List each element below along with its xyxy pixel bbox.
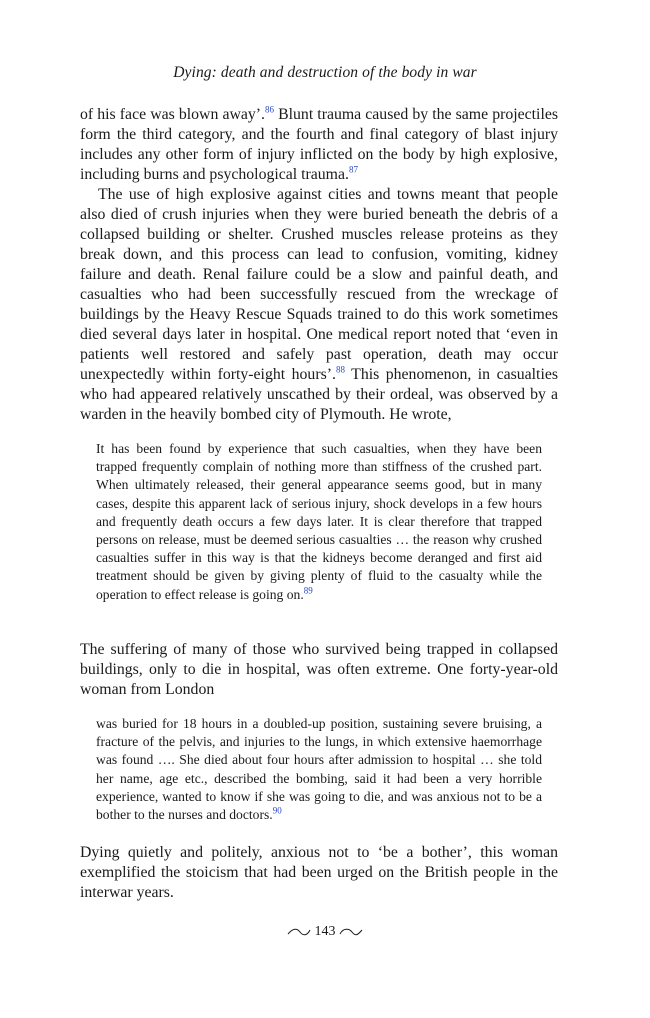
block-quote-1 bbox=[96, 440, 542, 604]
body-paragraph-2 bbox=[80, 185, 558, 425]
page-number-text: 143 bbox=[314, 924, 336, 939]
quote-text: was buried for 18 hours in a doubled-up position, sustaining severe bruising, a fracture of the pelvis, and injuries to the lungs, in which extensive haemorrhage was found …. She died about four hours after admission to hospital … she told her name, age etc., described the bombing, said it had been a very horrible experience, wanted to know if she was going to die, and was anxious not to be a bother to the nurses and doctors. bbox=[96, 716, 542, 823]
footnote-link-88[interactable]: 88 bbox=[335, 364, 345, 375]
paragraph-text: Blunt trauma caused by the same projectiles form the third category, and the fourth and final category of blast injury includes any other form of injury inflicted on the body by high explosive, including burns and psychological trauma. bbox=[80, 106, 558, 183]
footnote-link-86[interactable]: 86 bbox=[265, 104, 274, 115]
quote-text: It has been found by experience that such casualties, when they have been trapped frequently complain of nothing more than stiffness of the crushed part. When ultimately released, their general appearance seems good, but in many cases, despite this apparent lack of serious injury, shock develops in a few hours and frequently death occurs a few days later. It is clear therefore that trapped persons on release, must be deemed serious casualties … the reason why crushed casualties suffer in this way is that the kidneys become deranged and first aid treatment should be given by giving plenty of fluid to the casualty while the operation to effect release is going on. bbox=[96, 441, 542, 602]
paragraph-text: of his face was blown away’. bbox=[80, 106, 265, 123]
block-quote-2 bbox=[96, 715, 542, 824]
paragraph-text: Dying quietly and politely, anxious not to ‘be a bother’, this woman exemplified the stoicism that had been urged on the British people in the interwar years. bbox=[80, 844, 558, 901]
footnote-link-90[interactable]: 90 bbox=[272, 805, 282, 816]
page-number bbox=[0, 924, 650, 940]
footnote-link-87[interactable]: 87 bbox=[348, 164, 358, 175]
paragraph-text: This phenomenon, in casualties who had appeared relatively unscathed by their ordeal, was observed by a warden in the heavily bombed city of Plymouth. He wrote, bbox=[80, 366, 558, 423]
running-head: Dying: death and destruction of the body in war bbox=[173, 64, 477, 81]
paragraph-text: The suffering of many of those who survived being trapped in collapsed buildings, only to die in hospital, was often extreme. One forty-year-old woman from London bbox=[80, 641, 558, 698]
body-paragraph-1 bbox=[80, 105, 558, 185]
footnote-link-89[interactable]: 89 bbox=[303, 585, 313, 596]
swash-left-ornament bbox=[287, 927, 311, 937]
swash-right-ornament bbox=[339, 927, 363, 937]
body-paragraph-4 bbox=[80, 843, 558, 903]
paragraph-text: The use of high explosive against cities and towns meant that people also died of crush injuries when they were buried beneath the debris of a collapsed building or shelter. Crushed muscles release proteins as they break down, and this process can lead to confusion, vomiting, kidney failure and death. Renal failure could be a slow and painful death, and casualties who had been successfully rescued from the wreckage of buildings by the Heavy Rescue Squads trained to do this work sometimes died several days later in hospital. One medical report noted that ‘even in patients well restored and safely past operation, death may occur unexpectedly within forty-eight hours’. bbox=[80, 186, 558, 383]
body-paragraph-3 bbox=[80, 640, 558, 700]
